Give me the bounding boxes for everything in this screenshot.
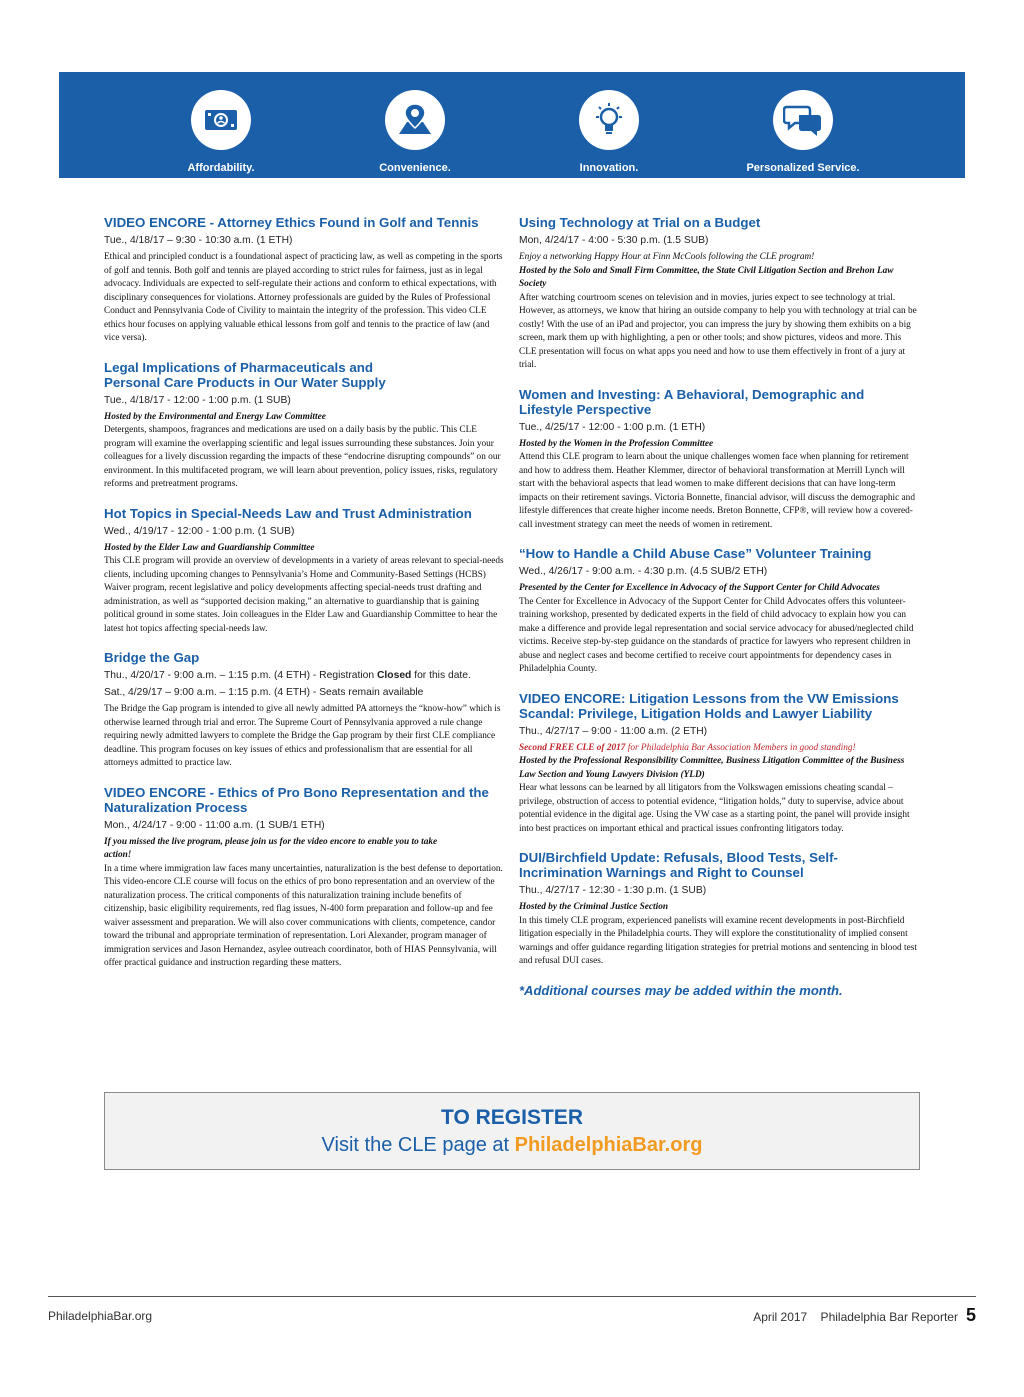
- event-title[interactable]: “How to Handle a Child Abuse Case” Volunteer Training: [519, 546, 872, 561]
- register-title: TO REGISTER: [441, 1106, 583, 1129]
- feature-label: Innovation.: [579, 162, 639, 174]
- register-text: Visit the CLE page at: [321, 1134, 515, 1156]
- free-cle-label: Second FREE CLE of 2017: [519, 742, 626, 753]
- event-date: Thu., 4/27/17 - 12:30 - 1:30 p.m. (1 SUB): [519, 885, 707, 896]
- event-host: Presented by the Center for Excellence in Advocacy of the Support Center for Child Advocates: [519, 583, 880, 593]
- event-date: Wed., 4/26/17 - 9:00 a.m. - 4:30 p.m. (4.5 SUB/2 ETH): [519, 566, 768, 577]
- event-description: The Center for Excellence in Advocacy of the Support Center for Child Advocates offers this volunteer-training workshop, presented by dedicated experts in the field of child advocacy to explain how you can make a difference and provide legal representation and social service advocacy for abused/neglected child victims. Receive step-by-step guidance on the standards of practice for lawyers who represent children in abuse and neglect cases and become certified to receive court appointments for dependency cases in Philadelphia County.: [519, 596, 914, 674]
- event-golf-tennis: [104, 215, 504, 346]
- event-bridge-the-gap: [104, 650, 504, 771]
- event-technology-trial: [519, 215, 919, 373]
- feature-label: Affordability.: [187, 162, 255, 174]
- features-banner: [59, 72, 965, 178]
- event-free-note: [519, 742, 919, 756]
- event-description: Detergents, shampoos, fragrances and medications are used on a daily basis by the public. This CLE program will examine the overlapping scientific and legal issues surrounding these substances. Join your colleagues for a lively discussion regarding the impacts of these “endocrine disrupting compounds” on our environment. In this multifaceted program, we will learn about prevention, policy issues, risks, regulatory reforms and pretreatment programs.: [104, 425, 501, 489]
- event-title[interactable]: VIDEO ENCORE - Attorney Ethics Found in Golf and Tennis: [104, 215, 479, 230]
- event-host: Hosted by the Solo and Small Firm Committee, the State Civil Litigation Section and Brehon Law Society: [519, 265, 894, 289]
- event-date-second: Sat., 4/29/17 – 9:00 a.m. – 1:15 p.m. (4 ETH) - Seats remain available: [104, 687, 424, 698]
- register-line: [105, 1134, 919, 1157]
- event-description: This CLE program will provide an overview of developments in a variety of areas relevant to special-needs clients, including upcoming changes to Pennsylvania’s Home and Community-Based Settings (HCBS) Waiver program, recent legislative and policy developments affecting special-needs trust drafting and administration, as well as “supported decision making,” an alternative to guardianship that is gaining political ground in some states. Join colleagues in the Elder Law and Guardianship Committee to hear the latest hot topics affecting special-needs law.: [104, 556, 504, 634]
- event-title[interactable]: Hot Topics in Special-Needs Law and Trust Administration: [104, 505, 472, 521]
- footer-divider: [48, 1296, 976, 1297]
- event-host: Hosted by the Women in the Profession Committee: [519, 438, 714, 449]
- left-column: [104, 215, 504, 985]
- event-date: [104, 669, 504, 682]
- event-description: Hear what lessons can be learned by all litigators from the Volkswagen emissions cheating scandal – privilege, obstruction of access to potential evidence, “litigation holds,” duty to supervise, advice about potential evidence in the digital age. Using the VW case as a starting point, the panel will provide insight into best practices on important ethical and practical issues confronting litigators today.: [519, 783, 910, 834]
- event-pharmaceuticals-water: [104, 360, 504, 492]
- footer-publication: [753, 1305, 976, 1326]
- event-description: In this timely CLE program, experienced panelists will examine recent developments in post-Birchfield litigation especially in the Philadelphia courts. They will explore the constitutionality of implied consent warnings and offer guidance regarding litigation strategies for pretrial motions and sentencing in blood test and refusal DUI cases.: [519, 915, 917, 966]
- footer-issue: April 2017 Philadelphia Bar Reporter: [753, 1310, 958, 1324]
- event-title[interactable]: VIDEO ENCORE - Ethics of Pro Bono Representation and the Naturalization Process: [104, 784, 489, 815]
- register-box: [104, 1092, 920, 1170]
- event-title[interactable]: Bridge the Gap: [104, 650, 200, 665]
- right-column: [519, 215, 919, 998]
- event-date: Tue., 4/25/17 - 12:00 - 1:00 p.m. (1 ETH): [519, 421, 706, 433]
- event-date: Mon, 4/24/17 - 4:00 - 5:30 p.m. (1.5 SUB): [519, 235, 709, 246]
- event-title[interactable]: DUI/Birchfield Update: Refusals, Blood Tests, Self-Incrimination Warnings and Right to Counsel: [519, 850, 838, 880]
- feature-affordability: [131, 90, 311, 174]
- event-description: The Bridge the Gap program is intended to give all newly admitted PA attorneys the “know-how” which is otherwise learned through trial and error. The Supreme Court of Pennsylvania approved a rule change requiring newly admitted lawyers to complete the Bridge the Gap program by their first CLE compliance deadline. This program focuses on key issues of ethics and professionalism that are essential for all attorneys admitted to practice law.: [104, 704, 501, 768]
- lightbulb-icon: [579, 90, 639, 150]
- event-date: Thu., 4/27/17 – 9:00 - 11:00 a.m. (2 ETH): [519, 725, 708, 737]
- event-date: Tue., 4/18/17 - 12:00 - 1:00 p.m. (1 SUB): [104, 394, 291, 406]
- event-description: After watching courtroom scenes on television and in movies, juries expect to see technology at trial. However, as attorneys, we know that hiring an outside company to help you with technology at trial can be costly! With the use of an iPad and projector, you can impress the jury by showing them exhibits on a big screen, mark them up with highlighting, a pen or other tools; and show pictures, videos and more. This CLE presentation will focus on what apps you need and how to use them effectively in front of a jury at trial.: [519, 292, 917, 370]
- page-number: 5: [965, 1305, 976, 1325]
- event-women-investing: [519, 387, 919, 533]
- event-description: In a time where immigration law faces many uncertainties, naturalization is the best defense to deportation. This video-encore CLE course will focus on the ethics of pro bono representation and an overview of the naturalization process. The critical components of this naturalization training include benefits of citizenship, basic eligibility requirements, red flag issues, N-400 form preparation and follow-up and fee waiver assessment and preparation. We will also cover communications with clients, competence, candor toward the tribunal and appropriate termination of representation. Lori Alexander, program manager of immigration services and Jason Hernandez, asylee outreach coordinator, both of HIAS Pennsylvania, will offer practical guidance and instruction regarding these matters.: [104, 863, 503, 968]
- feature-convenience: [325, 90, 505, 174]
- event-title[interactable]: Women and Investing: A Behavioral, Demographic and Lifestyle Perspective: [519, 386, 865, 417]
- event-date-tail: for this date.: [411, 670, 471, 681]
- event-date: Mon., 4/24/17 - 9:00 - 11:00 a.m. (1 SUB/1 ETH): [104, 819, 325, 831]
- feature-innovation: [519, 90, 699, 174]
- event-dui-birchfield: [519, 850, 919, 969]
- feature-label: Convenience.: [379, 162, 451, 174]
- event-description: Ethical and principled conduct is a foundational aspect of practicing law, as well as competing in the sports of golf and tennis. Both golf and tennis are played according to strict rules for fairness, just as in legal advocacy. Individuals are expected to self-regulate their actions and conform to ethical expectations, with disciplinary consequences for violations. Attorney professionals are guided by the Rules of Professional Conduct and Pennsylvania Code of Civility to maintain the integrity of the profession. This video CLE ethics hour focuses on applying valuable ethical lessons from golf and tennis to the practice of law (and vice versa).: [104, 252, 503, 343]
- event-host: Hosted by the Professional Responsibility Committee, Business Litigation Committee of the Business Law Section and Young Lawyers Division (YLD): [519, 756, 905, 780]
- event-date-text: Thu., 4/20/17 - 9:00 a.m. – 1:15 p.m. (4 ETH) - Registration: [104, 670, 377, 681]
- event-date: Wed., 4/19/17 - 12:00 - 1:00 p.m. (1 SUB): [104, 525, 295, 537]
- location-pin-icon: [385, 90, 445, 150]
- register-link[interactable]: PhiladelphiaBar.org: [514, 1134, 703, 1156]
- event-note: Enjoy a networking Happy Hour at Finn McCools following the CLE program!: [519, 252, 815, 262]
- feature-personalized-service: [713, 90, 893, 174]
- event-child-abuse-training: [519, 546, 919, 677]
- registration-closed-label: Closed: [377, 670, 412, 681]
- event-host: Hosted by the Environmental and Energy Law Committee: [104, 411, 326, 422]
- event-host: Hosted by the Elder Law and Guardianship Committee: [104, 542, 315, 553]
- event-title[interactable]: Using Technology at Trial on a Budget: [519, 215, 761, 230]
- event-vw-emissions: [519, 691, 919, 837]
- additional-courses-note: *Additional courses may be added within the month.: [519, 982, 843, 998]
- free-cle-tail: for Philadelphia Bar Association Members in good standing!: [625, 742, 856, 753]
- event-title[interactable]: VIDEO ENCORE: Litigation Lessons from the VW Emissions Scandal: Privilege, Litigation Holds and Lawyer Liability: [519, 690, 899, 721]
- event-date: Tue., 4/18/17 – 9:30 - 10:30 a.m. (1 ETH): [104, 235, 293, 246]
- event-title[interactable]: Legal Implications of Pharmaceuticals and Personal Care Products in Our Water Supply: [104, 359, 386, 390]
- event-special-needs: [104, 506, 504, 637]
- footer-website: PhiladelphiaBar.org: [48, 1309, 153, 1323]
- feature-label: Personalized Service.: [746, 162, 860, 174]
- event-pro-bono-naturalization: [104, 785, 504, 971]
- event-description: Attend this CLE program to learn about the unique challenges women face when planning for retirement and how to address them. Heather Klemmer, director of behavioral transformation at Merrill Lynch will start with the behavioral aspects that lead women to make different decisions that can have long-term impacts on their retirement savings. Victoria Bonnette, financial advisor, will discuss the demographic and lifestyle differences that create higher income needs. Breton Bonnette, CFP®, will review how a covered-call investment strategy can meet the needs of women in retirement.: [519, 452, 915, 530]
- event-host: If you missed the live program, please join us for the video encore to enable you to take action!: [104, 836, 438, 860]
- money-icon: [191, 90, 251, 150]
- chat-bubbles-icon: [773, 90, 833, 150]
- event-host: Hosted by the Criminal Justice Section: [519, 902, 669, 912]
